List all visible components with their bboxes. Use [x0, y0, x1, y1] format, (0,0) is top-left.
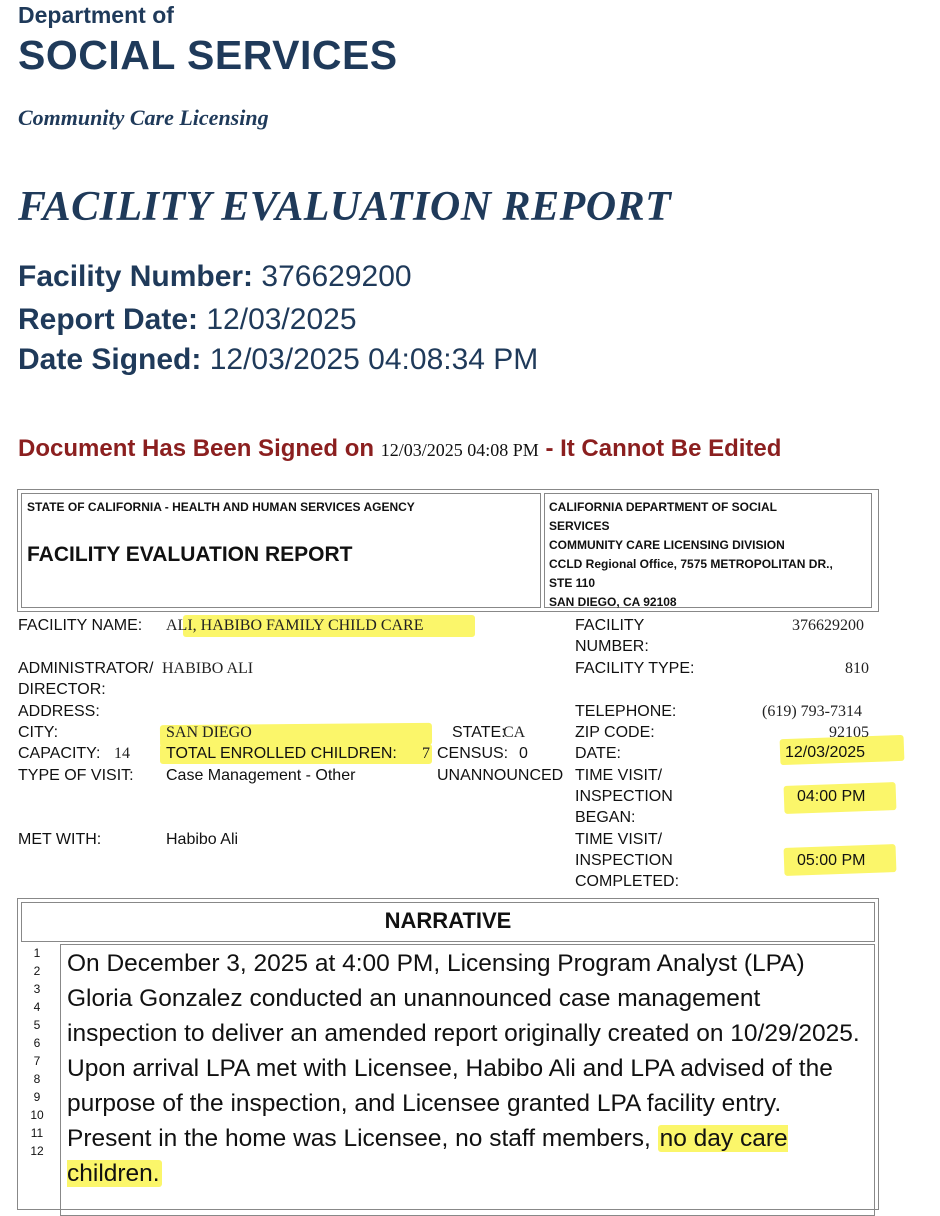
line-number: 7 — [33, 1054, 41, 1068]
cdss-line: CCLD Regional Office, 7575 METROPOLITAN DR., — [549, 557, 833, 571]
facility-number-label-1: FACILITY — [575, 617, 645, 634]
met-with-label: MET WITH: — [18, 831, 102, 848]
report-title: FACILITY EVALUATION REPORT — [18, 184, 672, 230]
cdss-line: SAN DIEGO, CA 92108 — [549, 595, 677, 609]
signed-banner-suffix: - It Cannot Be Edited — [545, 435, 782, 462]
agency-name: STATE OF CALIFORNIA - HEALTH AND HUMAN SERVICES AGENCY — [27, 500, 415, 514]
form-header-right — [544, 493, 872, 608]
date-signed-line — [18, 343, 538, 377]
time-completed-value: 05:00 PM — [797, 852, 866, 869]
visit-type-value: Case Management - Other — [166, 767, 356, 784]
telephone-label: TELEPHONE: — [575, 703, 677, 720]
line-number: 11 — [30, 1126, 44, 1140]
address-label: ADDRESS: — [18, 703, 100, 720]
narrative-text — [67, 946, 867, 1191]
capacity-value: 14 — [114, 745, 130, 762]
time-completed-label-2: INSPECTION — [575, 852, 673, 869]
report-date-value: 12/03/2025 — [206, 303, 357, 336]
state-value: CA — [503, 724, 526, 741]
narrative-header — [21, 902, 875, 942]
narrative-highlighted-text: no day care children. — [67, 1125, 788, 1187]
telephone-value: (619) 793-7314 — [762, 703, 862, 720]
narrative-title: NARRATIVE — [384, 908, 512, 933]
enrolled-label: TOTAL ENROLLED CHILDREN: — [166, 745, 397, 762]
form-header-box — [17, 489, 879, 612]
signed-banner — [18, 435, 781, 463]
signed-banner-prefix: Document Has Been Signed on — [18, 435, 375, 462]
line-number: 8 — [33, 1072, 41, 1086]
unannounced-label: UNANNOUNCED — [437, 767, 564, 784]
census-value: 0 — [519, 745, 528, 762]
date-signed-value: 12/03/2025 04:08:34 PM — [209, 343, 539, 376]
time-began-label-1: TIME VISIT/ — [575, 767, 663, 784]
city-value: SAN DIEGO — [166, 724, 252, 741]
line-number: 4 — [33, 1000, 41, 1014]
census-label: CENSUS: — [437, 745, 509, 762]
time-began-value: 04:00 PM — [797, 788, 866, 805]
facility-number-line — [18, 260, 412, 294]
facility-type-value: 810 — [845, 660, 869, 677]
met-with-value: Habibo Ali — [166, 831, 239, 848]
date-signed-label: Date Signed: — [18, 343, 202, 376]
line-number: 9 — [33, 1090, 41, 1104]
time-began-label-2: INSPECTION — [575, 788, 673, 805]
facility-number-field-value: 376629200 — [792, 617, 864, 634]
zip-value: 92105 — [829, 724, 869, 741]
line-number: 2 — [33, 964, 41, 978]
capacity-label: CAPACITY: — [18, 745, 101, 762]
enrolled-value: 7 — [422, 745, 430, 762]
cdss-line: SERVICES — [549, 519, 610, 533]
narrative-main-text: On December 3, 2025 at 4:00 PM, Licensing Program Analyst (LPA) Gloria Gonzalez conducted an unannounced case management inspection to deliver an amended report originally created on 10/29/2025. Upon arrival LPA met with Licensee, Habibo Ali and LPA advised of the purpose of the inspection, and Licensee granted LPA facility entry. Present in the home was Licensee, no staff members, — [67, 950, 860, 1152]
city-label: CITY: — [18, 724, 59, 741]
cdss-line: STE 110 — [549, 576, 596, 590]
line-number: 1 — [33, 946, 41, 960]
facility-name-value: ALI, HABIBO FAMILY CHILD CARE — [166, 617, 424, 634]
line-number: 6 — [33, 1036, 41, 1050]
narrative-body — [60, 944, 875, 1216]
cdss-address-block — [549, 498, 833, 612]
administrator-label-1: ADMINISTRATOR/ — [18, 660, 154, 677]
line-number: 10 — [30, 1108, 44, 1122]
narrative-section — [17, 898, 879, 1210]
form-header-left — [21, 493, 541, 608]
facility-number-label: Facility Number: — [18, 260, 254, 293]
zip-label: ZIP CODE: — [575, 724, 655, 741]
facility-number-value: 376629200 — [261, 260, 412, 293]
cdss-line: CALIFORNIA DEPARTMENT OF SOCIAL — [549, 500, 777, 514]
line-number: 3 — [33, 982, 41, 996]
report-date-line — [18, 303, 357, 337]
signed-banner-datetime: 12/03/2025 04:08 PM — [380, 440, 539, 460]
visit-type-label: TYPE OF VISIT: — [18, 767, 134, 784]
administrator-value: HABIBO ALI — [162, 660, 254, 677]
department-label: Department of — [18, 2, 174, 28]
time-completed-label-3: COMPLETED: — [575, 873, 680, 890]
report-date-label: Report Date: — [18, 303, 199, 336]
form-title: FACILITY EVALUATION REPORT — [27, 543, 353, 566]
time-completed-label-1: TIME VISIT/ — [575, 831, 663, 848]
division-subtitle: Community Care Licensing — [18, 105, 269, 130]
state-label: STATE: — [452, 724, 506, 741]
facility-type-label: FACILITY TYPE: — [575, 660, 695, 677]
date-value: 12/03/2025 — [785, 744, 866, 761]
facility-number-label-2: NUMBER: — [575, 638, 649, 655]
cdss-line: COMMUNITY CARE LICENSING DIVISION — [549, 538, 785, 552]
date-label: DATE: — [575, 745, 621, 762]
line-number: 12 — [30, 1144, 44, 1158]
line-number: 5 — [33, 1018, 41, 1032]
administrator-label-2: DIRECTOR: — [18, 681, 106, 698]
facility-name-label: FACILITY NAME: — [18, 617, 143, 634]
time-began-label-3: BEGAN: — [575, 809, 636, 826]
department-name: SOCIAL SERVICES — [18, 32, 398, 78]
